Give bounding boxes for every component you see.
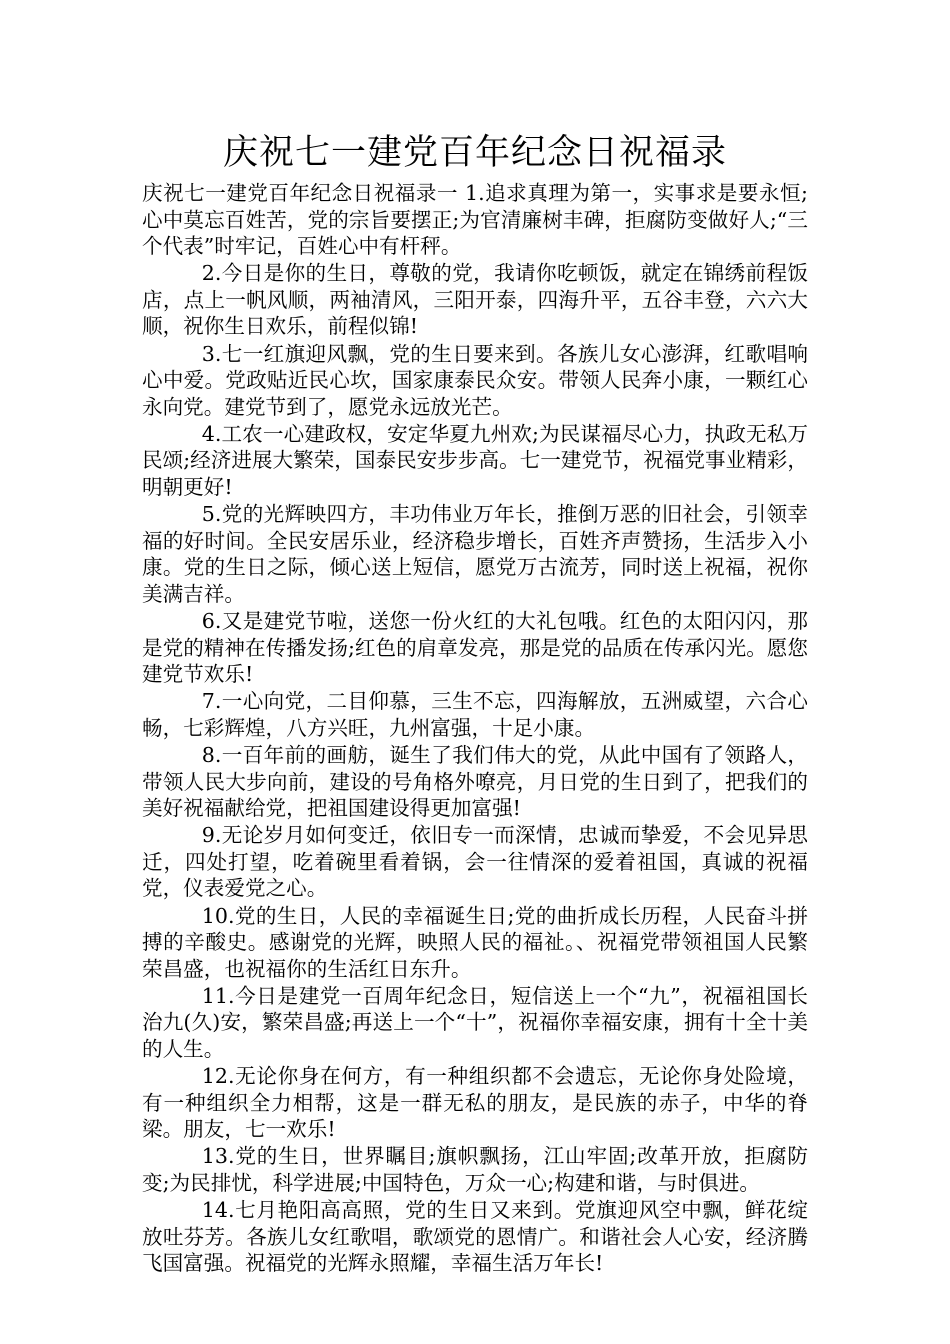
paragraph-5: 5.党的光辉映四方，丰功伟业万年长，推倒万恶的旧社会，引领幸福的好时间。全民安居乐业，经济稳步增长，百姓齐声赞扬，生活步入小康。党的生日之际，倾心送上短信，愿党万古流芳，同时送上祝福，祝你美满吉祥。 [142,502,808,606]
paragraph-1: 庆祝七一建党百年纪念日祝福录一 1.追求真理为第一，实事求是要永恒;心中莫忘百姓苦，党的宗旨要摆正;为官清廉树丰碑，拒腐防变做好人;“三个代表”时牢记，百姓心中有杆秤。 [142,181,808,259]
paragraph-4: 4.工农一心建政权，安定华夏九州欢;为民谋福尽心力，执政无私万民颂;经济进展大繁荣，国泰民安步步高。七一建党节，祝福党事业精彩，明朝更好! [142,421,808,500]
paragraph-13: 13.党的生日，世界瞩目;旗帜飘扬，江山牢固;改革开放，拒腐防变;为民排忧，科学进展;中国特色，万众一心;构建和谐，与时俱进。 [142,1144,808,1195]
document-title: 庆祝七一建党百年纪念日祝福录 [222,133,727,173]
paragraph-14: 14.七月艳阳高高照，党的生日又来到。党旗迎风空中飘，鲜花绽放吐芬芳。各族儿女红歌唱，歌颂党的恩情广。和谐社会人心安，经济腾飞国富强。祝福党的光辉永照耀，幸福生活万年长! [142,1198,808,1276]
paragraph-10: 10.党的生日，人民的幸福诞生日;党的曲折成长历程，人民奋斗拼搏的辛酸史。感谢党的光辉，映照人民的福祉。、祝福党带领祖国人民繁荣昌盛，也祝福你的生活红日东升。 [142,903,808,981]
document-body [142,180,808,1277]
paragraph-2: 2.今日是你的生日，尊敬的党，我请你吃顿饭，就定在锦绣前程饭店，点上一帆风顺，两袖清风，三阳开泰，四海升平，五谷丰登，六六大顺，祝你生日欢乐，前程似锦! [142,261,808,339]
paragraph-7: 7.一心向党，二目仰慕，三生不忘，四海解放，五洲威望，六合心畅，七彩辉煌，八方兴旺，九州富强，十足小康。 [142,689,808,740]
paragraph-8: 8.一百年前的画舫，诞生了我们伟大的党，从此中国有了领路人，带领人民大步向前，建设的号角格外嘹亮，月日党的生日到了，把我们的美好祝福献给党，把祖国建设得更加富强! [142,742,808,821]
paragraph-12: 12.无论你身在何方，有一种组织都不会遗忘，无论你身处险境，有一种组织全力相帮，这是一群无私的朋友，是民族的赤子，中华的脊梁。朋友，七一欢乐! [142,1064,808,1142]
paragraph-6: 6.又是建党节啦，送您一份火红的大礼包哦。红色的太阳闪闪，那是党的精神在传播发扬;红色的肩章发亮，那是党的品质在传承闪光。愿您建党节欢乐! [142,609,808,687]
document-page [142,128,808,1277]
paragraph-9: 9.无论岁月如何变迁，依旧专一而深情，忠诚而挚爱，不会见异思迁，四处打望，吃着碗里看着锅，会一往情深的爱着祖国，真诚的祝福党，仪表爱党之心。 [142,823,808,901]
paragraph-3: 3.七一红旗迎风飘，党的生日要来到。各族儿女心澎湃，红歌唱响心中爱。党政贴近民心坎，国家康泰民众安。带领人民奔小康，一颗红心永向党。建党节到了，愿党永远放光芒。 [142,341,808,419]
paragraph-11: 11.今日是建党一百周年纪念日，短信送上一个“九”，祝福祖国长治九(久)安，繁荣昌盛;再送上一个“十”，祝福你幸福安康，拥有十全十美的人生。 [142,983,808,1061]
